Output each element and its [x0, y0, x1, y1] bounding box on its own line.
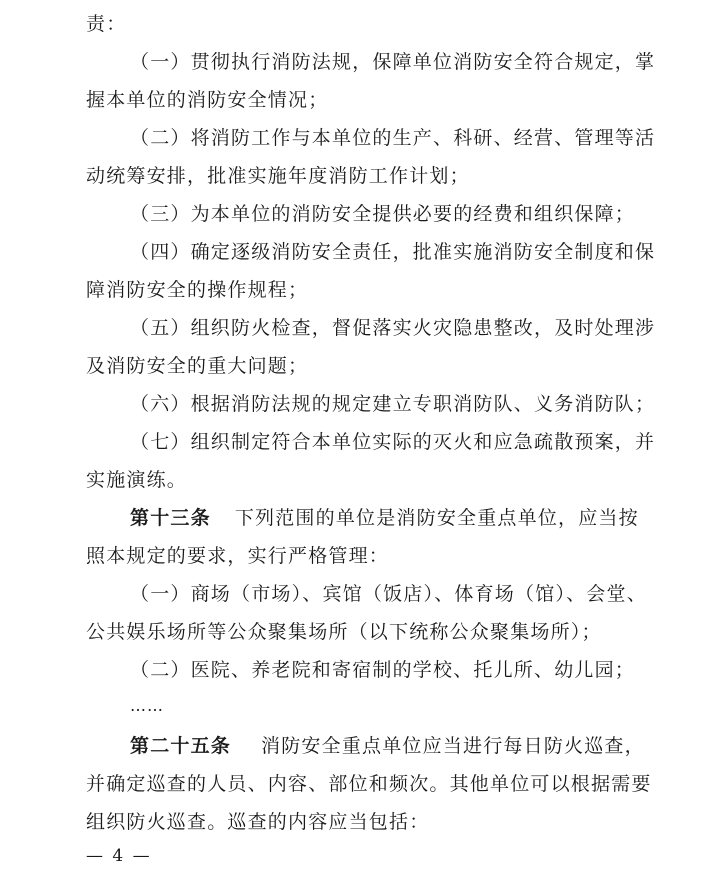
text-line: （一）商场（市场）、宾馆（饭店）、体育场（馆）、会堂、 — [130, 583, 647, 605]
text-line: （二）将消防工作与本单位的生产、科研、经营、管理等活 — [130, 127, 656, 149]
text-line: 握本单位的消防安全情况； — [86, 89, 329, 111]
text-line: （五）组织防火检查，督促落实火灾隐患整改，及时处理涉 — [130, 317, 656, 339]
text-line: （六）根据消防法规的规定建立专职消防队、义务消防队； — [130, 393, 656, 415]
text-line: 组织防火巡查。巡查的内容应当包括： — [86, 811, 430, 833]
text-line: 责： — [86, 13, 127, 35]
article-25-first-line — [130, 734, 645, 758]
text-line: （一）贯彻执行消防法规，保障单位消防安全符合规定，掌 — [130, 51, 656, 73]
article-13-first-line — [130, 506, 639, 530]
page-number: — 4 — — [86, 846, 152, 866]
ellipsis: …… — [130, 696, 164, 715]
article-13-text: 下列范围的单位是消防安全重点单位，应当按 — [234, 507, 639, 529]
text-line: 实施演练。 — [86, 469, 188, 491]
text-line: （七）组织制定符合本单位实际的灭火和应急疏散预案，并 — [130, 431, 656, 453]
article-25-text: 消防安全重点单位应当进行每日防火巡查， — [261, 735, 645, 757]
text-line: 公共娱乐场所等公众聚集场所（以下统称公众聚集场所）； — [86, 621, 602, 643]
text-line: 并确定巡查的人员、内容、部位和频次。其他单位可以根据需要 — [86, 773, 652, 795]
text-line: 障消防安全的操作规程； — [86, 279, 309, 301]
text-line: 及消防安全的重大问题； — [86, 355, 309, 377]
article-25-heading: 第二十五条 — [130, 735, 232, 757]
text-line: （二）医院、养老院和寄宿制的学校、托儿所、幼儿园； — [130, 659, 636, 681]
text-line: 照本规定的要求，实行严格管理： — [86, 545, 390, 567]
text-line: （四）确定逐级消防安全责任，批准实施消防安全制度和保 — [130, 241, 656, 263]
text-line: 动统筹安排，批准实施年度消防工作计划； — [86, 165, 470, 187]
text-line: （三）为本单位的消防安全提供必要的经费和组织保障； — [130, 203, 636, 225]
article-13-heading: 第十三条 — [130, 507, 211, 529]
